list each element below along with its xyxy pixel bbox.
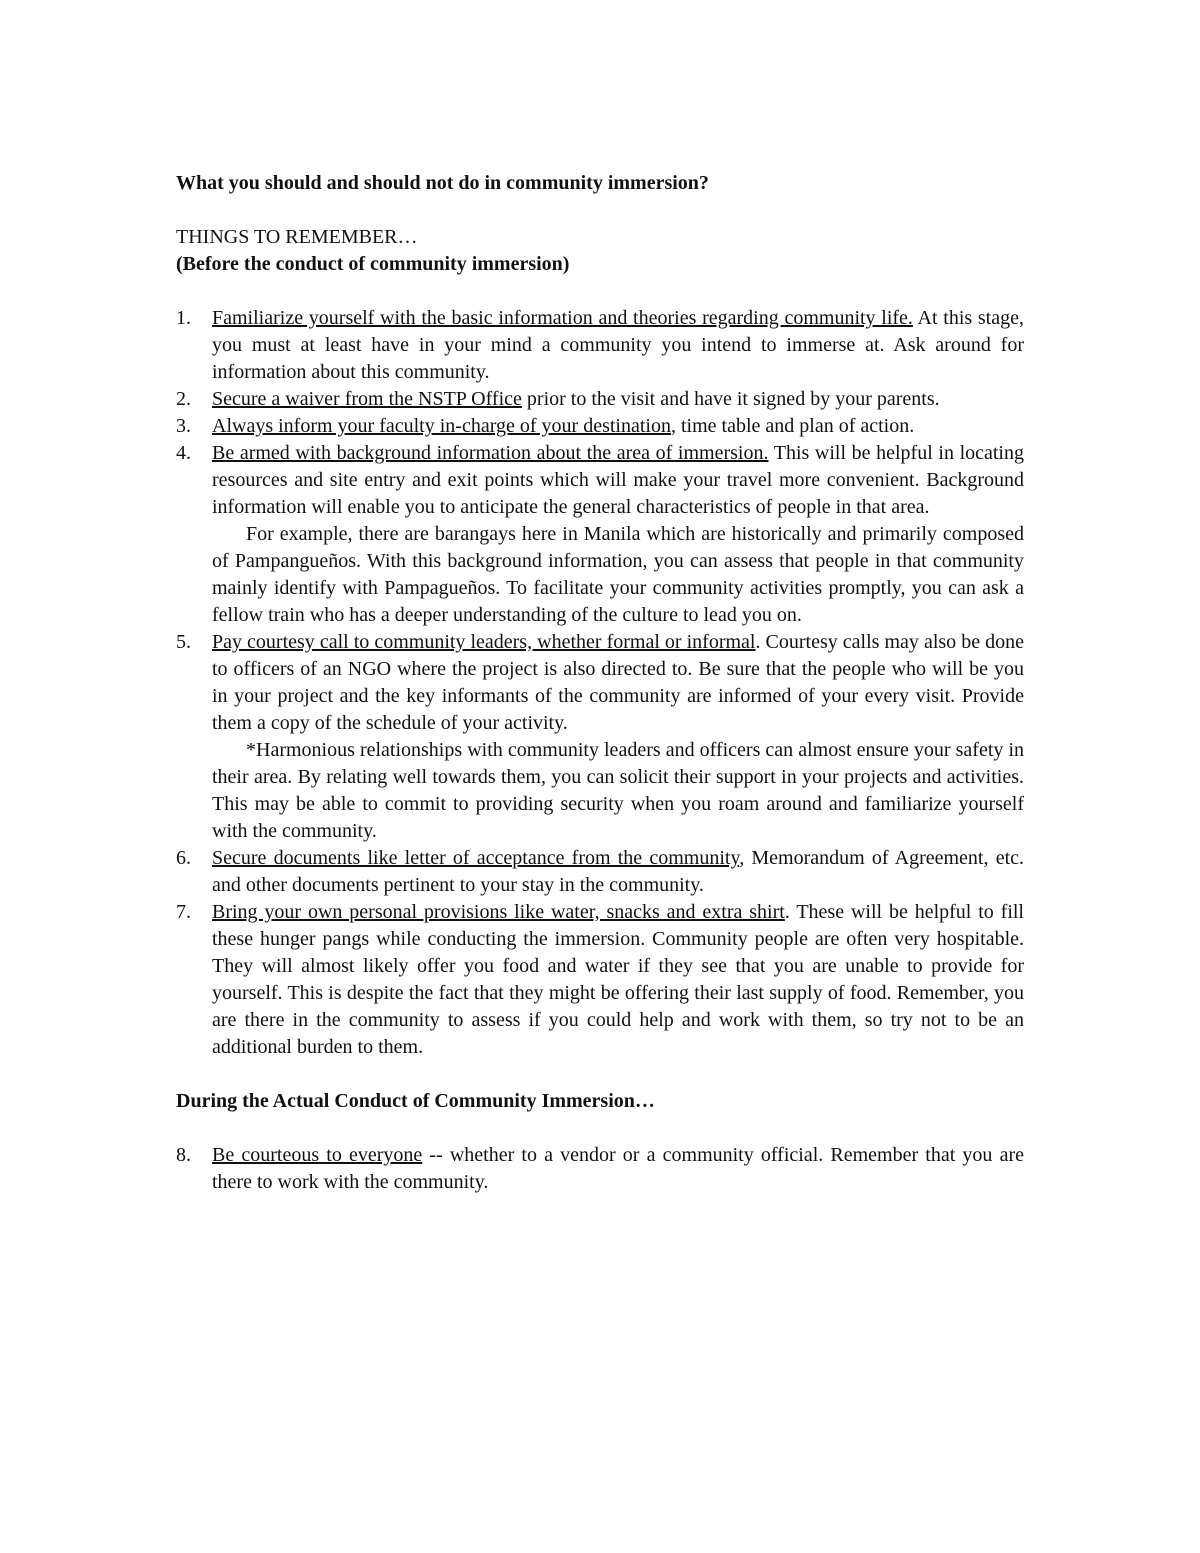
during-immersion-list bbox=[176, 1142, 1024, 1196]
item-key-point: Secure documents like letter of acceptance from the community bbox=[212, 847, 740, 869]
item-key-point: Bring your own personal provisions like water, snacks and extra shirt bbox=[212, 901, 785, 923]
item-text: At this stage, you must at least have in your mind a community you intend to immerse at. Ask around for information about this community. bbox=[212, 307, 1024, 383]
item-key-point: Always inform your faculty in-charge of your destination bbox=[212, 415, 671, 437]
item-example-note: For example, there are barangays here in Manila which are historically and primarily composed of Pampangueños. With this background information, you can assess that people in that community mainly identify with Pampagueños. To facilitate your community activities promptly, you can ask a fellow train who has a deeper understanding of the culture to lead you on. bbox=[212, 523, 1024, 626]
item-key-point: Be courteous to everyone bbox=[212, 1144, 423, 1166]
list-item bbox=[176, 440, 1024, 629]
things-to-remember-heading: THINGS TO REMEMBER… bbox=[176, 226, 418, 248]
list-item bbox=[176, 899, 1024, 1061]
item-text: . These will be helpful to fill these hunger pangs while conducting the immersion. Community people are often very hospitable. They will almost likely offer you food and water if they see that you are unable to provide for yourself. This is despite the fact that they might be offering their last supply of food. Remember, you are there in the community to assess if you could help and work with them, so try not to be an additional burden to them. bbox=[212, 901, 1024, 1058]
list-item bbox=[176, 386, 1024, 413]
during-conduct-heading: During the Actual Conduct of Community Immersion… bbox=[176, 1090, 655, 1112]
item-key-point: Be armed with background information about the area of immersion. bbox=[212, 442, 769, 464]
list-item bbox=[176, 1142, 1024, 1196]
list-item bbox=[176, 845, 1024, 899]
before-conduct-subheading: (Before the conduct of community immersion) bbox=[176, 253, 570, 275]
before-immersion-list bbox=[176, 305, 1024, 1061]
document-page bbox=[176, 170, 1024, 1196]
item-number: 6. bbox=[176, 847, 191, 869]
item-number: 1. bbox=[176, 307, 191, 329]
item-text: , Memorandum of Agreement, etc. and other documents pertinent to your stay in the community. bbox=[212, 847, 1024, 896]
item-text: -- whether to a vendor or a community official. Remember that you are there to work with the community. bbox=[212, 1144, 1024, 1193]
item-number: 4. bbox=[176, 442, 191, 464]
item-text: prior to the visit and have it signed by your parents. bbox=[521, 388, 940, 410]
item-text: , time table and plan of action. bbox=[670, 415, 915, 437]
item-key-point: Secure a waiver from the NSTP Office bbox=[212, 388, 522, 410]
item-number: 8. bbox=[176, 1144, 191, 1166]
item-number: 2. bbox=[176, 388, 191, 410]
list-item bbox=[176, 305, 1024, 386]
item-key-point: Pay courtesy call to community leaders, whether formal or informal bbox=[212, 631, 756, 653]
item-key-point: Familiarize yourself with the basic information and theories regarding community life. bbox=[212, 307, 913, 329]
item-number: 5. bbox=[176, 631, 191, 653]
document-title: What you should and should not do in community immersion? bbox=[176, 172, 709, 194]
item-number: 3. bbox=[176, 415, 191, 437]
item-example-note: *Harmonious relationships with community leaders and officers can almost ensure your safety in their area. By relating well towards them, you can solicit their support in your projects and activities. This may be able to commit to providing security when you roam around and familiarize yourself with the community. bbox=[212, 739, 1024, 842]
item-text: This will be helpful in locating resources and site entry and exit points which will make your travel more convenient. Background information will enable you to anticipate the general characteristics of people in that area. bbox=[212, 442, 1024, 518]
list-item bbox=[176, 629, 1024, 845]
item-text: . Courtesy calls may also be done to officers of an NGO where the project is also directed to. Be sure that the people who will be you in your project and the key informants of the community are informed of your every visit. Provide them a copy of the schedule of your activity. bbox=[212, 631, 1024, 734]
item-number: 7. bbox=[176, 901, 191, 923]
list-item bbox=[176, 413, 1024, 440]
